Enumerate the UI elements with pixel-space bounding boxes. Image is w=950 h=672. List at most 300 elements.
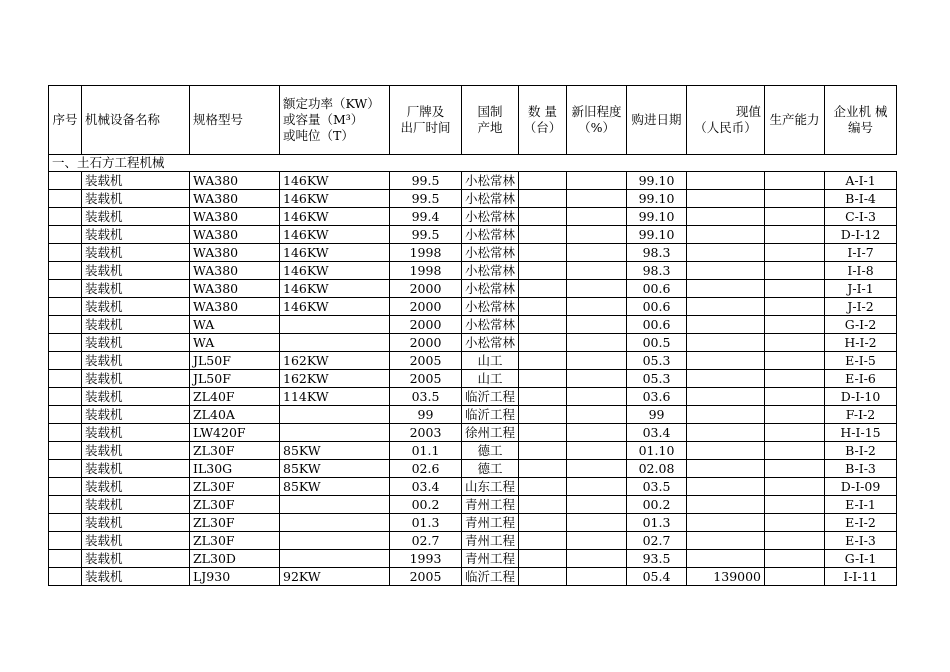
cell-power: 85KW (280, 442, 390, 460)
table-row (49, 460, 897, 478)
cell-name: 装载机 (82, 316, 190, 334)
cell-name: 装载机 (82, 442, 190, 460)
cell-value (687, 550, 765, 568)
cell-code: D-I-12 (825, 226, 897, 244)
cell-code: A-I-1 (825, 172, 897, 190)
table-row (49, 334, 897, 352)
cell-purchase: 00.6 (627, 280, 687, 298)
cell-factory: 2005 (390, 370, 462, 388)
cell-origin: 德工 (462, 460, 519, 478)
cell-wear (567, 280, 627, 298)
cell-capacity (765, 496, 825, 514)
cell-code: C-I-3 (825, 208, 897, 226)
cell-name: 装载机 (82, 568, 190, 586)
cell-power: 85KW (280, 460, 390, 478)
cell-factory: 2003 (390, 424, 462, 442)
cell-capacity (765, 370, 825, 388)
cell-purchase: 99 (627, 406, 687, 424)
cell-wear (567, 532, 627, 550)
cell-value (687, 370, 765, 388)
cell-factory: 99.4 (390, 208, 462, 226)
cell-code: F-I-2 (825, 406, 897, 424)
cell-purchase: 02.08 (627, 460, 687, 478)
cell-factory: 2000 (390, 280, 462, 298)
header-factory: 厂牌及 出厂时间 (390, 86, 462, 155)
table-row (49, 550, 897, 568)
cell-model: JL50F (190, 352, 280, 370)
cell-model: WA (190, 316, 280, 334)
cell-value (687, 352, 765, 370)
cell-code: I-I-8 (825, 262, 897, 280)
cell-power: 146KW (280, 244, 390, 262)
cell-wear (567, 298, 627, 316)
cell-purchase: 03.4 (627, 424, 687, 442)
cell-origin: 小松常林 (462, 316, 519, 334)
cell-model: WA380 (190, 172, 280, 190)
cell-factory: 99.5 (390, 226, 462, 244)
cell-qty (519, 280, 567, 298)
cell-code: G-I-2 (825, 316, 897, 334)
cell-origin: 小松常林 (462, 172, 519, 190)
cell-code: H-I-2 (825, 334, 897, 352)
table-row (49, 190, 897, 208)
cell-value (687, 226, 765, 244)
cell-factory: 03.4 (390, 478, 462, 496)
cell-seq (49, 352, 82, 370)
table-row (49, 208, 897, 226)
cell-code: I-I-7 (825, 244, 897, 262)
cell-power: 162KW (280, 370, 390, 388)
cell-value (687, 514, 765, 532)
cell-capacity (765, 442, 825, 460)
cell-name: 装载机 (82, 298, 190, 316)
cell-capacity (765, 568, 825, 586)
cell-code: E-I-2 (825, 514, 897, 532)
cell-power: 162KW (280, 352, 390, 370)
cell-qty (519, 352, 567, 370)
cell-origin: 山工 (462, 352, 519, 370)
cell-model: WA (190, 334, 280, 352)
cell-code: I-I-11 (825, 568, 897, 586)
cell-code: B-I-2 (825, 442, 897, 460)
cell-qty (519, 442, 567, 460)
cell-qty (519, 496, 567, 514)
cell-factory: 2000 (390, 334, 462, 352)
cell-capacity (765, 406, 825, 424)
cell-purchase: 98.3 (627, 262, 687, 280)
header-power: 额定功率（KW） 或容量（M³） 或吨位（T） (280, 86, 390, 155)
cell-wear (567, 262, 627, 280)
cell-purchase: 99.10 (627, 190, 687, 208)
cell-purchase: 05.3 (627, 370, 687, 388)
cell-origin: 小松常林 (462, 208, 519, 226)
header-name: 机械设备名称 (82, 86, 190, 155)
cell-capacity (765, 316, 825, 334)
cell-value (687, 478, 765, 496)
cell-model: ZL30D (190, 550, 280, 568)
cell-wear (567, 172, 627, 190)
cell-origin: 小松常林 (462, 334, 519, 352)
cell-value (687, 334, 765, 352)
cell-value (687, 316, 765, 334)
cell-seq (49, 478, 82, 496)
cell-value (687, 262, 765, 280)
cell-origin: 小松常林 (462, 280, 519, 298)
cell-qty (519, 262, 567, 280)
cell-capacity (765, 478, 825, 496)
table-row (49, 226, 897, 244)
cell-power: 85KW (280, 478, 390, 496)
cell-power (280, 406, 390, 424)
cell-model: ZL30F (190, 478, 280, 496)
cell-seq (49, 514, 82, 532)
cell-wear (567, 334, 627, 352)
cell-wear (567, 478, 627, 496)
cell-value (687, 424, 765, 442)
cell-capacity (765, 460, 825, 478)
cell-factory: 02.6 (390, 460, 462, 478)
cell-qty (519, 514, 567, 532)
cell-qty (519, 298, 567, 316)
cell-value (687, 172, 765, 190)
cell-origin: 青州工程 (462, 496, 519, 514)
cell-seq (49, 190, 82, 208)
cell-model: ZL40A (190, 406, 280, 424)
cell-seq (49, 388, 82, 406)
cell-qty (519, 478, 567, 496)
cell-origin: 小松常林 (462, 298, 519, 316)
cell-name: 装载机 (82, 334, 190, 352)
cell-qty (519, 334, 567, 352)
cell-value (687, 190, 765, 208)
cell-purchase: 02.7 (627, 532, 687, 550)
cell-model: ZL30F (190, 514, 280, 532)
cell-model: WA380 (190, 298, 280, 316)
cell-qty (519, 244, 567, 262)
cell-origin: 山工 (462, 370, 519, 388)
cell-model: LJ930 (190, 568, 280, 586)
header-code: 企业机 械 编号 (825, 86, 897, 155)
cell-name: 装载机 (82, 424, 190, 442)
cell-qty (519, 460, 567, 478)
cell-value (687, 208, 765, 226)
cell-qty (519, 406, 567, 424)
cell-capacity (765, 298, 825, 316)
table-row (49, 316, 897, 334)
cell-wear (567, 406, 627, 424)
cell-factory: 01.1 (390, 442, 462, 460)
cell-purchase: 03.5 (627, 478, 687, 496)
cell-seq (49, 442, 82, 460)
cell-qty (519, 424, 567, 442)
cell-code: E-I-1 (825, 496, 897, 514)
cell-purchase: 99.10 (627, 172, 687, 190)
cell-purchase: 01.3 (627, 514, 687, 532)
cell-purchase: 05.4 (627, 568, 687, 586)
cell-seq (49, 226, 82, 244)
cell-wear (567, 190, 627, 208)
cell-factory: 99.5 (390, 190, 462, 208)
cell-capacity (765, 172, 825, 190)
cell-name: 装载机 (82, 172, 190, 190)
cell-seq (49, 460, 82, 478)
cell-capacity (765, 424, 825, 442)
cell-wear (567, 388, 627, 406)
cell-value (687, 460, 765, 478)
cell-qty (519, 316, 567, 334)
cell-name: 装载机 (82, 550, 190, 568)
cell-model: ZL40F (190, 388, 280, 406)
cell-purchase: 93.5 (627, 550, 687, 568)
cell-origin: 小松常林 (462, 190, 519, 208)
cell-model: ZL30F (190, 532, 280, 550)
cell-power: 146KW (280, 226, 390, 244)
cell-origin: 青州工程 (462, 550, 519, 568)
cell-qty (519, 532, 567, 550)
cell-capacity (765, 334, 825, 352)
table-row (49, 352, 897, 370)
cell-seq (49, 316, 82, 334)
cell-purchase: 00.6 (627, 316, 687, 334)
cell-model: WA380 (190, 280, 280, 298)
table-row (49, 388, 897, 406)
cell-power: 146KW (280, 262, 390, 280)
cell-capacity (765, 280, 825, 298)
cell-power (280, 496, 390, 514)
cell-wear (567, 568, 627, 586)
cell-code: E-I-3 (825, 532, 897, 550)
table-row (49, 424, 897, 442)
cell-factory: 02.7 (390, 532, 462, 550)
header-purchase: 购进日期 (627, 86, 687, 155)
cell-qty (519, 190, 567, 208)
cell-wear (567, 442, 627, 460)
header-seq: 序号 (49, 86, 82, 155)
table-row (49, 172, 897, 190)
cell-power: 146KW (280, 172, 390, 190)
cell-wear (567, 550, 627, 568)
cell-name: 装载机 (82, 226, 190, 244)
cell-name: 装载机 (82, 352, 190, 370)
cell-model: IL30G (190, 460, 280, 478)
cell-qty (519, 226, 567, 244)
equipment-table (48, 85, 897, 586)
cell-factory: 2000 (390, 316, 462, 334)
header-model: 规格型号 (190, 86, 280, 155)
cell-wear (567, 370, 627, 388)
cell-seq (49, 370, 82, 388)
cell-origin: 徐州工程 (462, 424, 519, 442)
cell-wear (567, 316, 627, 334)
cell-capacity (765, 226, 825, 244)
cell-model: WA380 (190, 262, 280, 280)
cell-name: 装载机 (82, 370, 190, 388)
cell-value (687, 244, 765, 262)
cell-name: 装载机 (82, 190, 190, 208)
cell-seq (49, 550, 82, 568)
cell-value (687, 298, 765, 316)
cell-name: 装载机 (82, 388, 190, 406)
cell-factory: 99.5 (390, 172, 462, 190)
cell-capacity (765, 352, 825, 370)
header-wear: 新旧程度 （%） (567, 86, 627, 155)
header-qty: 数 量 （台） (519, 86, 567, 155)
table-row (49, 244, 897, 262)
table-row (49, 514, 897, 532)
cell-value (687, 442, 765, 460)
cell-name: 装载机 (82, 496, 190, 514)
cell-capacity (765, 388, 825, 406)
table-row (49, 478, 897, 496)
cell-wear (567, 226, 627, 244)
cell-purchase: 01.10 (627, 442, 687, 460)
cell-capacity (765, 190, 825, 208)
cell-model: LW420F (190, 424, 280, 442)
cell-value (687, 496, 765, 514)
table-row (49, 568, 897, 586)
cell-origin: 临沂工程 (462, 568, 519, 586)
cell-purchase: 99.10 (627, 226, 687, 244)
cell-wear (567, 424, 627, 442)
cell-power: 146KW (280, 280, 390, 298)
cell-power: 92KW (280, 568, 390, 586)
cell-wear (567, 208, 627, 226)
table-row (49, 442, 897, 460)
header-row (49, 86, 897, 155)
cell-qty (519, 568, 567, 586)
cell-name: 装载机 (82, 406, 190, 424)
cell-name: 装载机 (82, 460, 190, 478)
cell-power (280, 334, 390, 352)
cell-capacity (765, 262, 825, 280)
cell-seq (49, 172, 82, 190)
cell-purchase: 03.6 (627, 388, 687, 406)
cell-capacity (765, 244, 825, 262)
cell-seq (49, 280, 82, 298)
section-row (49, 155, 897, 172)
cell-wear (567, 352, 627, 370)
cell-seq (49, 244, 82, 262)
cell-value (687, 406, 765, 424)
cell-purchase: 00.6 (627, 298, 687, 316)
cell-value: 139000 (687, 568, 765, 586)
cell-power: 146KW (280, 190, 390, 208)
cell-purchase: 05.3 (627, 352, 687, 370)
cell-value (687, 280, 765, 298)
cell-qty (519, 550, 567, 568)
cell-seq (49, 496, 82, 514)
cell-origin: 小松常林 (462, 244, 519, 262)
cell-factory: 1993 (390, 550, 462, 568)
cell-seq (49, 424, 82, 442)
cell-power: 146KW (280, 298, 390, 316)
header-capacity: 生产能力 (765, 86, 825, 155)
cell-factory: 1998 (390, 262, 462, 280)
cell-code: G-I-1 (825, 550, 897, 568)
cell-purchase: 00.2 (627, 496, 687, 514)
cell-factory: 2005 (390, 352, 462, 370)
cell-power: 146KW (280, 208, 390, 226)
cell-seq (49, 262, 82, 280)
cell-code: E-I-6 (825, 370, 897, 388)
cell-origin: 临沂工程 (462, 388, 519, 406)
cell-power (280, 550, 390, 568)
header-origin: 国制 产地 (462, 86, 519, 155)
cell-model: ZL30F (190, 496, 280, 514)
cell-code: E-I-5 (825, 352, 897, 370)
cell-name: 装载机 (82, 280, 190, 298)
table-row (49, 280, 897, 298)
table-row (49, 496, 897, 514)
cell-name: 装载机 (82, 208, 190, 226)
cell-factory: 01.3 (390, 514, 462, 532)
cell-seq (49, 532, 82, 550)
cell-code: B-I-3 (825, 460, 897, 478)
cell-model: ZL30F (190, 442, 280, 460)
cell-value (687, 532, 765, 550)
cell-origin: 临沂工程 (462, 406, 519, 424)
table-row (49, 262, 897, 280)
cell-factory: 00.2 (390, 496, 462, 514)
cell-qty (519, 370, 567, 388)
cell-origin: 青州工程 (462, 532, 519, 550)
cell-origin: 小松常林 (462, 262, 519, 280)
cell-seq (49, 334, 82, 352)
cell-power (280, 514, 390, 532)
cell-name: 装载机 (82, 532, 190, 550)
cell-name: 装载机 (82, 262, 190, 280)
cell-code: B-I-4 (825, 190, 897, 208)
cell-model: WA380 (190, 226, 280, 244)
cell-power (280, 424, 390, 442)
cell-qty (519, 208, 567, 226)
cell-seq (49, 298, 82, 316)
cell-qty (519, 172, 567, 190)
cell-code: J-I-2 (825, 298, 897, 316)
cell-capacity (765, 550, 825, 568)
cell-factory: 03.5 (390, 388, 462, 406)
header-value: 现值 （人民币） (687, 86, 765, 155)
table-row (49, 532, 897, 550)
cell-capacity (765, 208, 825, 226)
cell-model: WA380 (190, 190, 280, 208)
cell-wear (567, 244, 627, 262)
cell-wear (567, 460, 627, 478)
cell-power (280, 532, 390, 550)
cell-seq (49, 208, 82, 226)
cell-code: J-I-1 (825, 280, 897, 298)
table-row (49, 298, 897, 316)
cell-seq (49, 568, 82, 586)
cell-power (280, 316, 390, 334)
cell-origin: 青州工程 (462, 514, 519, 532)
cell-origin: 德工 (462, 442, 519, 460)
cell-wear (567, 496, 627, 514)
cell-name: 装载机 (82, 514, 190, 532)
cell-factory: 2005 (390, 568, 462, 586)
table-row (49, 370, 897, 388)
cell-power: 114KW (280, 388, 390, 406)
cell-value (687, 388, 765, 406)
cell-purchase: 99.10 (627, 208, 687, 226)
cell-model: WA380 (190, 244, 280, 262)
cell-capacity (765, 532, 825, 550)
cell-purchase: 00.5 (627, 334, 687, 352)
cell-model: WA380 (190, 208, 280, 226)
cell-code: D-I-09 (825, 478, 897, 496)
cell-origin: 小松常林 (462, 226, 519, 244)
cell-origin: 山东工程 (462, 478, 519, 496)
